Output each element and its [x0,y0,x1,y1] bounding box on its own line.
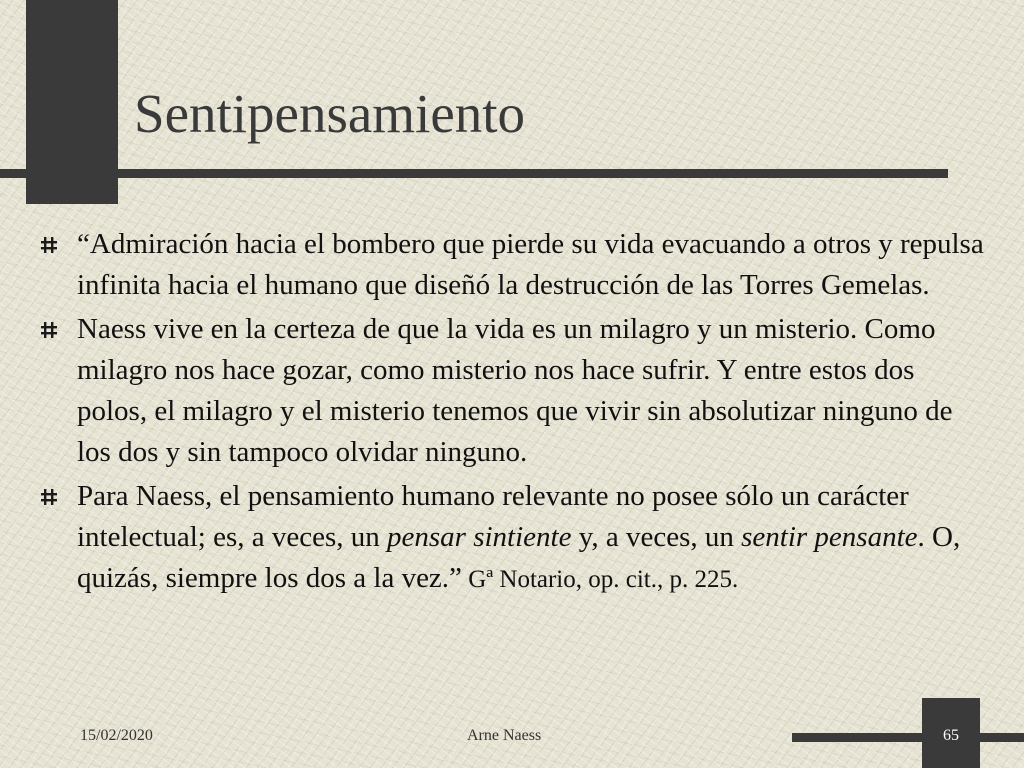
bullet-item-2 [40,309,990,473]
footer-title: Arne Naess [467,727,542,744]
italic-term: sentir pensante [741,521,918,553]
page-number: 65 [943,727,959,744]
hash-bullet-icon [40,236,58,254]
title-accent-line [0,169,948,178]
text-segment: . O, quizás, siempre los dos a la vez.” [77,521,961,594]
hash-bullet-icon [40,321,58,339]
slide-title: Sentipensamiento [134,83,526,144]
text-segment: Para Naess, el pensamiento humano relevante no posee sólo un carácter intelectual; es, a veces, un [77,480,909,553]
bullet-list [40,224,990,603]
hash-bullet-icon [40,488,58,506]
text-segment: y, a veces, un [571,521,742,553]
bullet-text: “Admiración hacia el bombero que pierde su vida evacuando a otros y repulsa infinita hacia el humano que diseñó la destrucción de las Torres Gemelas. [77,228,984,301]
footer-date: 15/02/2020 [80,727,153,744]
footer-accent-line [792,733,1024,742]
bullet-text: Naess vive en la certeza de que la vida es un milagro y un misterio. Como milagro nos hace gozar, como misterio nos hace sufrir. Y entre estos dos polos, el milagro y el misterio tenemos que vivir sin absolutizar ninguno de los dos y sin tampoco olvidar ninguno. [77,313,953,468]
bullet-item-1 [40,224,990,306]
bullet-item-3 [40,476,990,600]
citation: Gª Notario, op. cit., p. 225. [461,566,739,593]
bullet-text [77,476,990,600]
italic-term: pensar sintiente [387,521,572,553]
